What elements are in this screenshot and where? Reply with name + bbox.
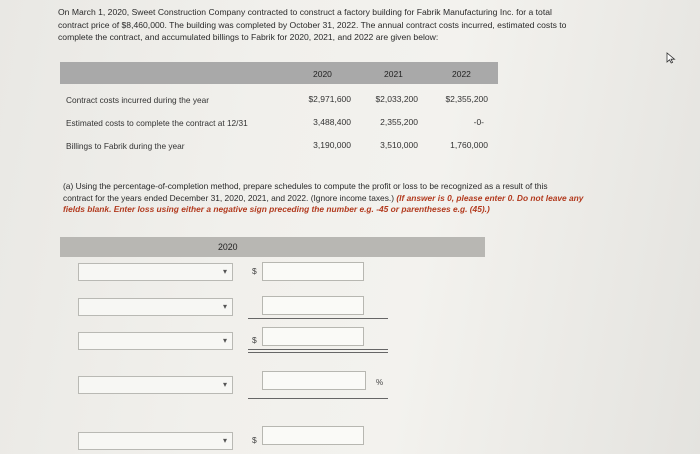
row-label-costs-incurred: Contract costs incurred during the year [66,95,209,105]
schedule-row-3-input[interactable] [262,327,364,346]
schedule-row-2-input[interactable] [262,296,364,315]
chevron-down-icon: ▾ [222,302,227,311]
part-a-instructions [63,181,628,216]
cell-costs-2022: $2,355,200 [445,94,488,104]
cell-billings-2020: 3,190,000 [313,140,351,150]
subtotal-rule-2 [248,398,388,399]
year-header-2022: 2022 [452,69,471,79]
dollar-sign-row-1: $ [252,266,257,276]
cell-costs-2021: $2,033,200 [375,94,418,104]
instructions-line-1: (a) Using the percentage-of-completion method, prepare schedules to compute the profit or loss to be recognized as a result of this [63,181,548,191]
instructions-line-3 [63,204,628,216]
cell-estimate-2021: 2,355,200 [380,117,418,127]
cell-billings-2022: 1,760,000 [450,140,488,150]
schedule-row-2-select[interactable] [78,298,233,316]
schedule-header-bar [60,237,485,257]
schedule-row-1-input[interactable] [262,262,364,281]
row-label-estimated-costs: Estimated costs to complete the contract at 12/31 [66,118,248,128]
schedule-year-label: 2020 [218,242,238,252]
schedule-row-3-select[interactable] [78,332,233,350]
cell-billings-2021: 3,510,000 [380,140,418,150]
cell-estimate-2020: 3,488,400 [313,117,351,127]
schedule-row-4-percent-input[interactable] [262,371,366,390]
schedule-row-1-select[interactable] [78,263,233,281]
data-table-header [60,62,498,84]
total-rule-1 [248,349,388,353]
cell-costs-2020: $2,971,600 [308,94,351,104]
chevron-down-icon: ▾ [222,436,227,445]
row-label-billings: Billings to Fabrik during the year [66,141,185,151]
instructions-line-2-text: contract for the years ended December 31, 2020, 2021, and 2022. (Ignore income taxes.) [63,192,395,203]
chevron-down-icon: ▾ [222,267,227,276]
cell-estimate-2022: -0- [473,117,484,127]
chevron-down-icon: ▾ [222,380,227,389]
percent-sign: % [376,378,384,387]
intro-line-3: complete the contract, and accumulated billings to Fabrik for 2020, 2021, and 2022 are given below: [58,32,439,42]
instructions-line-2 [63,193,628,205]
dollar-sign-row-3: $ [252,335,257,345]
problem-statement [58,6,643,44]
schedule-row-5-select[interactable] [78,432,233,450]
chevron-down-icon: ▾ [222,336,227,345]
intro-line-1: On March 1, 2020, Sweet Construction Company contracted to construct a factory building for Fabrik Manufacturing Inc. for a total [58,7,552,17]
instructions-emphasis-2: fields blank. Enter loss using either a negative sign preceding the number e.g. -45 or parentheses e.g. (45).) [63,204,490,214]
year-header-2021: 2021 [384,69,403,79]
mouse-pointer-icon [666,52,676,64]
instructions-emphasis-1: (If answer is 0, please enter 0. Do not leave any [396,192,584,203]
intro-line-2: contract price of $8,460,000. The building was completed by October 31, 2022. The annual contract costs incurred, estimated costs to [58,19,567,30]
schedule-row-5-input[interactable] [262,426,364,445]
year-header-2020: 2020 [313,69,332,79]
schedule-row-4-select[interactable] [78,376,233,394]
subtotal-rule-1 [248,318,388,319]
dollar-sign-row-5: $ [252,435,257,445]
